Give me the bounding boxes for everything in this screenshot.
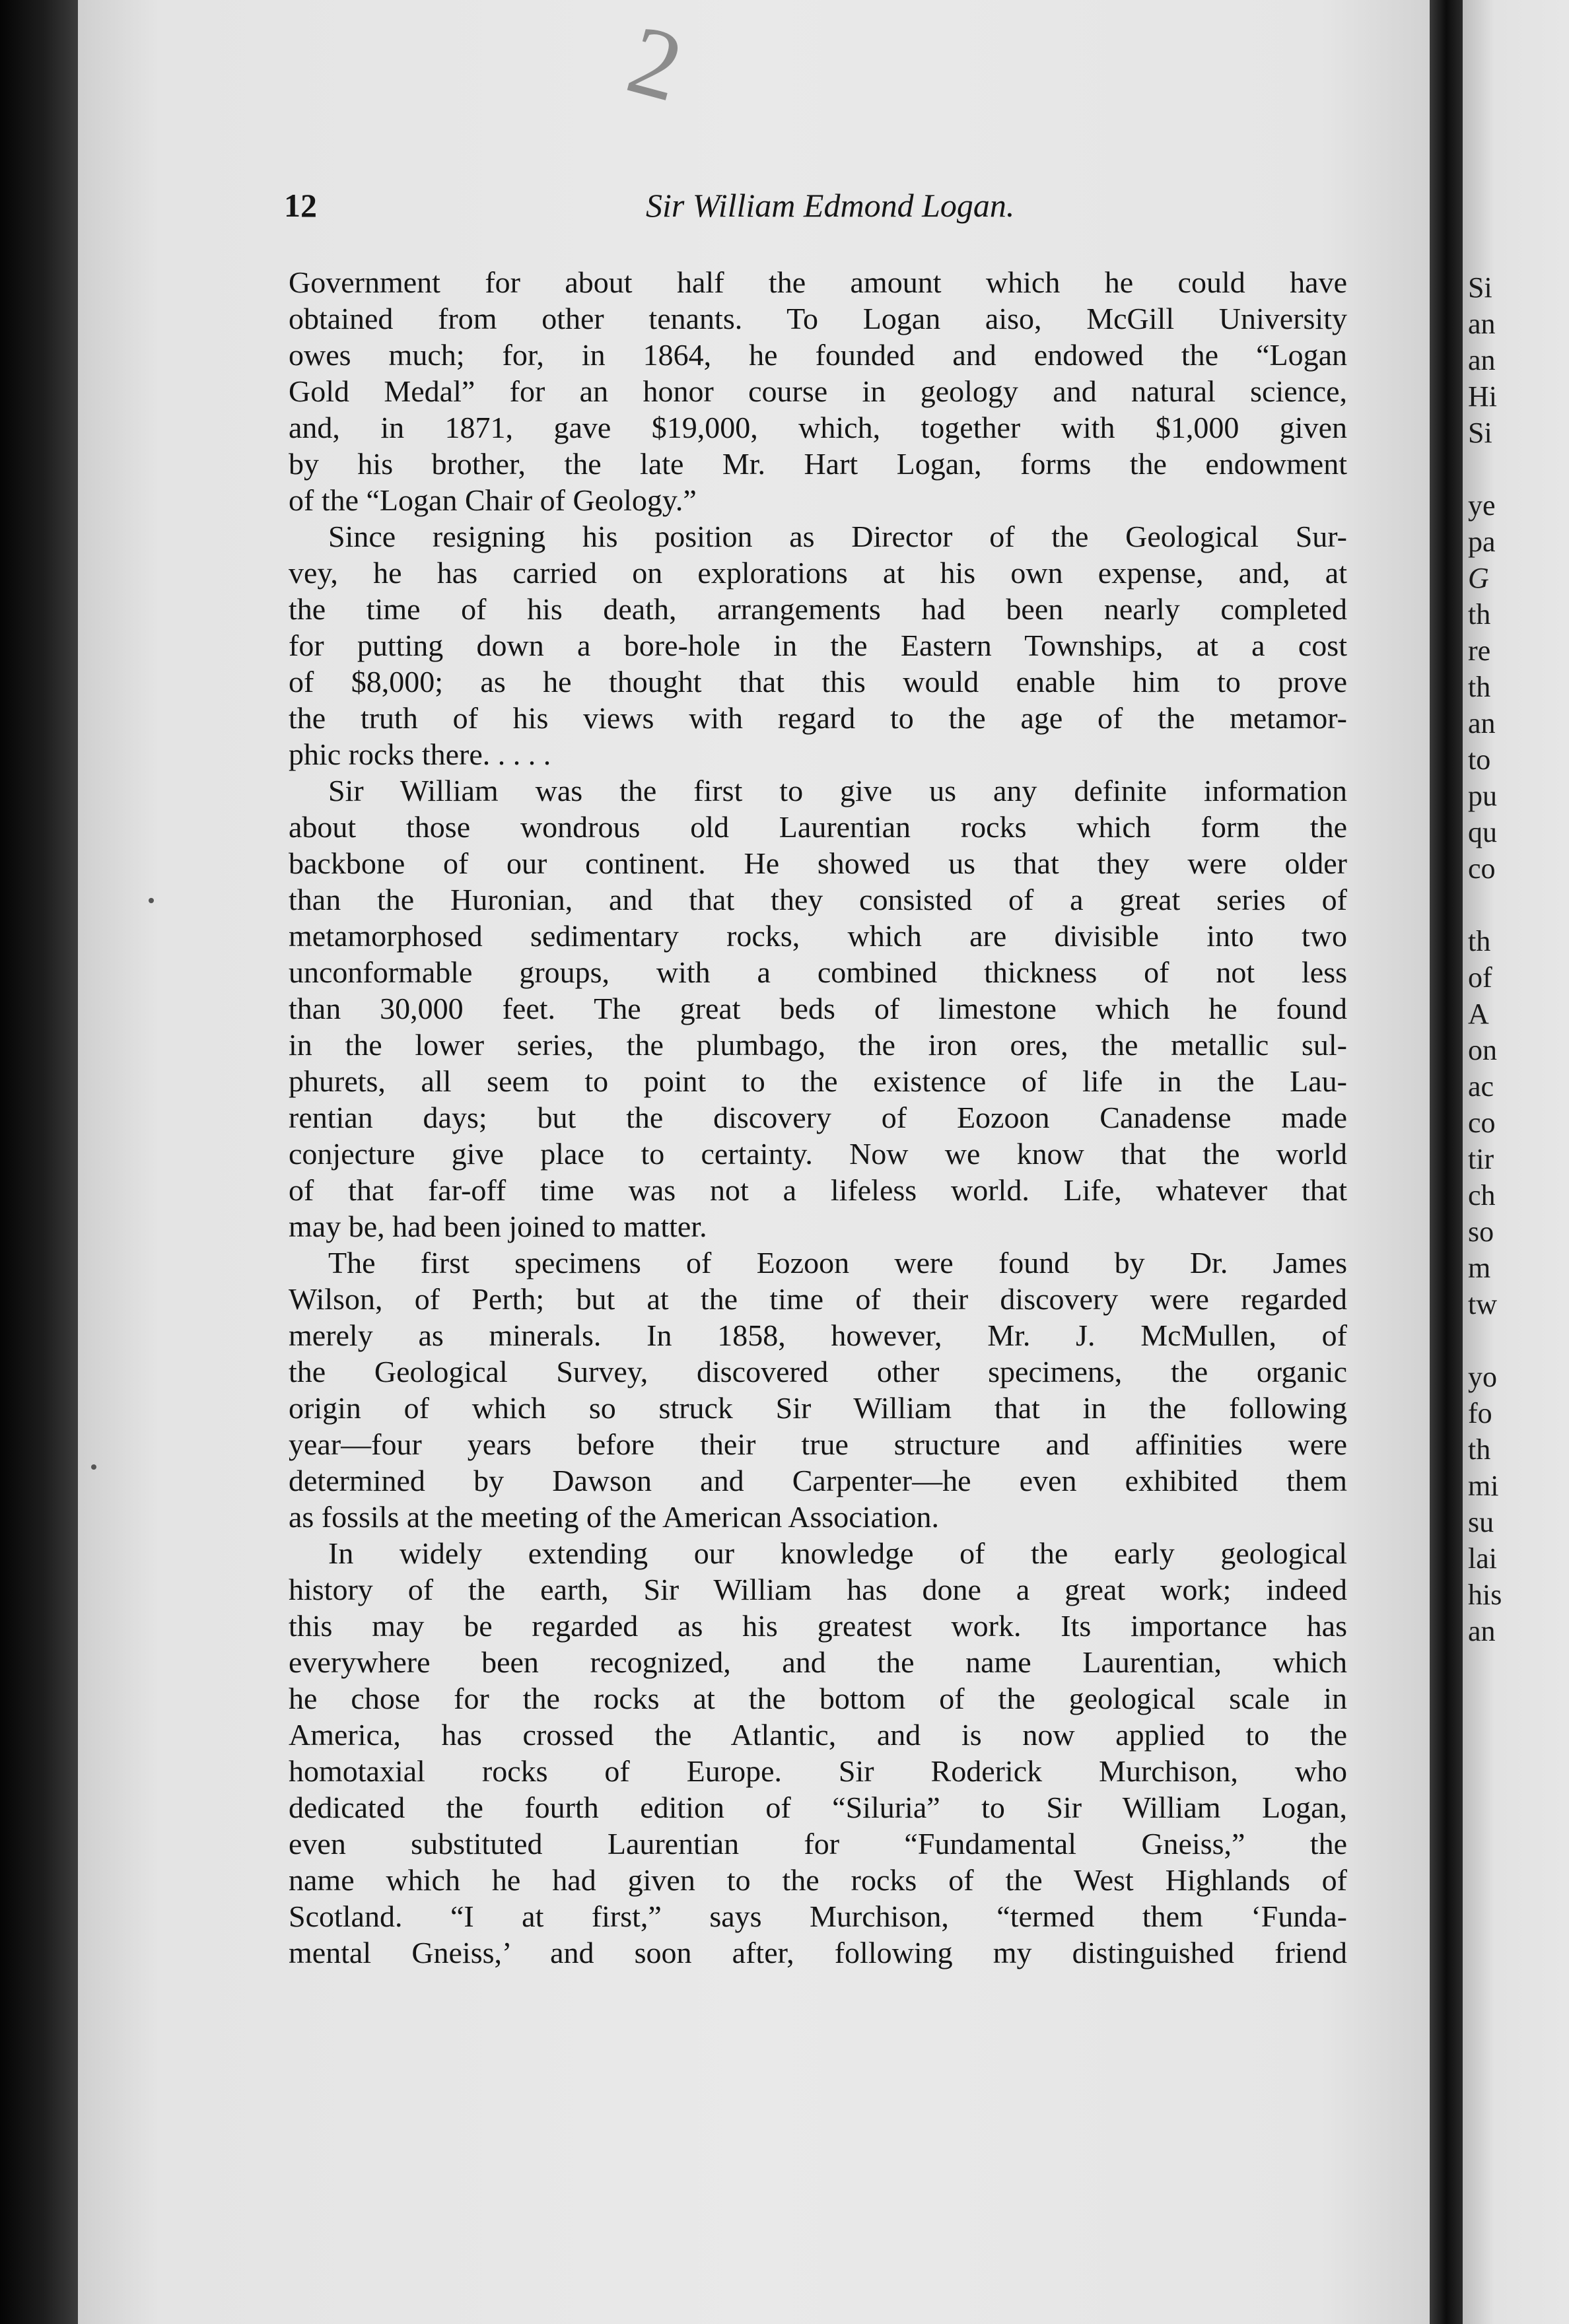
- text-line: than 30,000 feet. The great beds of limestone which he found: [289, 992, 1347, 1025]
- text-line: merely as minerals. In 1858, however, Mr. J. McMullen, of: [289, 1318, 1347, 1352]
- pencil-annotation: 2: [617, 4, 694, 123]
- text-line: origin of which so struck Sir William that in the following: [289, 1391, 1347, 1425]
- facing-page-fragment: lai: [1468, 1542, 1497, 1575]
- facing-page-fragment: on: [1468, 1034, 1497, 1066]
- text-line: in the lower series, the plumbago, the iron ores, the metallic sul-: [289, 1028, 1347, 1062]
- text-line: homotaxial rocks of Europe. Sir Roderick Murchison, who: [289, 1754, 1347, 1788]
- text-line: The first specimens of Eozoon were found by Dr. James: [328, 1246, 1347, 1280]
- text-line: as fossils at the meeting of the American Association.: [289, 1500, 939, 1534]
- facing-page-fragment: re: [1468, 634, 1491, 667]
- text-line: the time of his death, arrangements had been nearly completed: [289, 592, 1347, 626]
- text-line: Government for about half the amount which he could have: [289, 265, 1347, 299]
- text-line: Since resigning his position as Director of the Geological Sur-: [328, 520, 1347, 553]
- text-line: Scotland. “I at first,” says Murchison, “termed them ‘Funda-: [289, 1899, 1347, 1933]
- facing-page-fragment: su: [1468, 1506, 1494, 1538]
- facing-page-fragment: his: [1468, 1579, 1502, 1611]
- text-line: owes much; for, in 1864, he founded and endowed the “Logan: [289, 338, 1347, 372]
- facing-page-fragment: so: [1468, 1215, 1494, 1248]
- facing-page-fragment: Si: [1468, 417, 1492, 449]
- text-line: by his brother, the late Mr. Hart Logan, forms the endowment: [289, 447, 1347, 481]
- facing-page-fragment: G: [1468, 562, 1489, 594]
- text-line: he chose for the rocks at the bottom of the geological scale in: [289, 1682, 1347, 1715]
- text-line: year—four years before their true structure and affinities were: [289, 1427, 1347, 1461]
- text-line: America, has crossed the Atlantic, and is now applied to the: [289, 1718, 1347, 1752]
- text-line: Sir William was the first to give us any definite information: [328, 774, 1347, 807]
- scan-left-edge: [0, 0, 78, 2324]
- facing-page-fragment: m: [1468, 1252, 1491, 1284]
- text-line: phic rocks there. . . . .: [289, 737, 551, 771]
- text-line: obtained from other tenants. To Logan aiso, McGill University: [289, 302, 1347, 335]
- facing-page-fragment: an: [1468, 707, 1496, 739]
- body-text: [289, 264, 1347, 1971]
- facing-page-fragment: ye: [1468, 489, 1496, 522]
- text-line: rentian days; but the discovery of Eozoon Canadense made: [289, 1101, 1347, 1134]
- facing-page-fragment: to: [1468, 743, 1491, 776]
- text-line: than the Huronian, and that they consisted of a great series of: [289, 883, 1347, 916]
- facing-page-fragment: pu: [1468, 780, 1497, 812]
- facing-page-fragment: th: [1468, 671, 1491, 703]
- text-line: for putting down a bore-hole in the Eastern Townships, at a cost: [289, 629, 1347, 662]
- facing-page-fragment: A: [1468, 998, 1489, 1030]
- text-line: of the “Logan Chair of Geology.”: [289, 483, 697, 517]
- paper-speck: [91, 1464, 96, 1470]
- facing-page-fragment: yo: [1468, 1361, 1497, 1393]
- text-line: the truth of his views with regard to the age of the metamor-: [289, 701, 1347, 735]
- text-line: backbone of our continent. He showed us that they were older: [289, 846, 1347, 880]
- facing-page-fragment: of: [1468, 961, 1492, 994]
- facing-page-fragment: tw: [1468, 1288, 1497, 1320]
- text-line: unconformable groups, with a combined thickness of not less: [289, 955, 1347, 989]
- text-line: everywhere been recognized, and the name Laurentian, which: [289, 1645, 1347, 1679]
- facing-page-fragment: th: [1468, 1433, 1491, 1466]
- facing-page-fragment: ch: [1468, 1179, 1496, 1212]
- facing-page-fragment: Si: [1468, 271, 1492, 304]
- facing-page-fragment: an: [1468, 344, 1496, 376]
- text-line: and, in 1871, gave $19,000, which, together with $1,000 given: [289, 411, 1347, 444]
- facing-page-fragment: th: [1468, 598, 1491, 631]
- text-line: history of the earth, Sir William has done a great work; indeed: [289, 1573, 1347, 1606]
- facing-page-fragment: Hi: [1468, 380, 1497, 413]
- text-line: conjecture give place to certainty. Now we know that the world: [289, 1137, 1347, 1171]
- facing-page-fragment: ac: [1468, 1070, 1494, 1103]
- book-gutter: [1430, 0, 1463, 2324]
- facing-page: [1463, 0, 1569, 2324]
- text-line: of $8,000; as he thought that this would enable him to prove: [289, 665, 1347, 699]
- text-line: metamorphosed sedimentary rocks, which are divisible into two: [289, 919, 1347, 953]
- text-line: about those wondrous old Laurentian rocks which form the: [289, 810, 1347, 844]
- facing-page-fragment: mi: [1468, 1470, 1499, 1502]
- text-line: of that far-off time was not a lifeless world. Life, whatever that: [289, 1173, 1347, 1207]
- facing-page-fragment: an: [1468, 308, 1496, 340]
- text-line: Gold Medal” for an honor course in geology and natural science,: [289, 374, 1347, 408]
- text-line: mental Gneiss,’ and soon after, following my distinguished friend: [289, 1936, 1347, 1969]
- text-line: In widely extending our knowledge of the early geological: [328, 1536, 1347, 1570]
- text-line: even substituted Laurentian for “Fundamental Gneiss,” the: [289, 1827, 1347, 1861]
- text-line: this may be regarded as his greatest work. Its importance has: [289, 1609, 1347, 1643]
- facing-page-fragment: th: [1468, 925, 1491, 957]
- facing-page-fragment: qu: [1468, 816, 1497, 848]
- text-line: dedicated the fourth edition of “Siluria” to Sir William Logan,: [289, 1791, 1347, 1824]
- text-line: the Geological Survey, discovered other specimens, the organic: [289, 1355, 1347, 1388]
- text-line: name which he had given to the rocks of the West Highlands of: [289, 1863, 1347, 1897]
- running-head: Sir William Edmond Logan.: [646, 187, 1015, 224]
- text-line: phurets, all seem to point to the existence of life in the Lau-: [289, 1064, 1347, 1098]
- text-line: determined by Dawson and Carpenter—he even exhibited them: [289, 1464, 1347, 1497]
- paper-speck: [149, 898, 154, 903]
- page-number: 12: [284, 187, 317, 224]
- facing-page-fragment: co: [1468, 852, 1496, 885]
- facing-page-fragment: fo: [1468, 1397, 1492, 1429]
- text-line: may be, had been joined to matter.: [289, 1210, 707, 1243]
- facing-page-fragment: co: [1468, 1107, 1496, 1139]
- text-line: vey, he has carried on explorations at his own expense, and, at: [289, 556, 1347, 590]
- facing-page-fragment: pa: [1468, 526, 1496, 558]
- text-line: Wilson, of Perth; but at the time of their discovery were regarded: [289, 1282, 1347, 1316]
- facing-page-fragment: tir: [1468, 1143, 1494, 1175]
- facing-page-fragment: an: [1468, 1615, 1496, 1647]
